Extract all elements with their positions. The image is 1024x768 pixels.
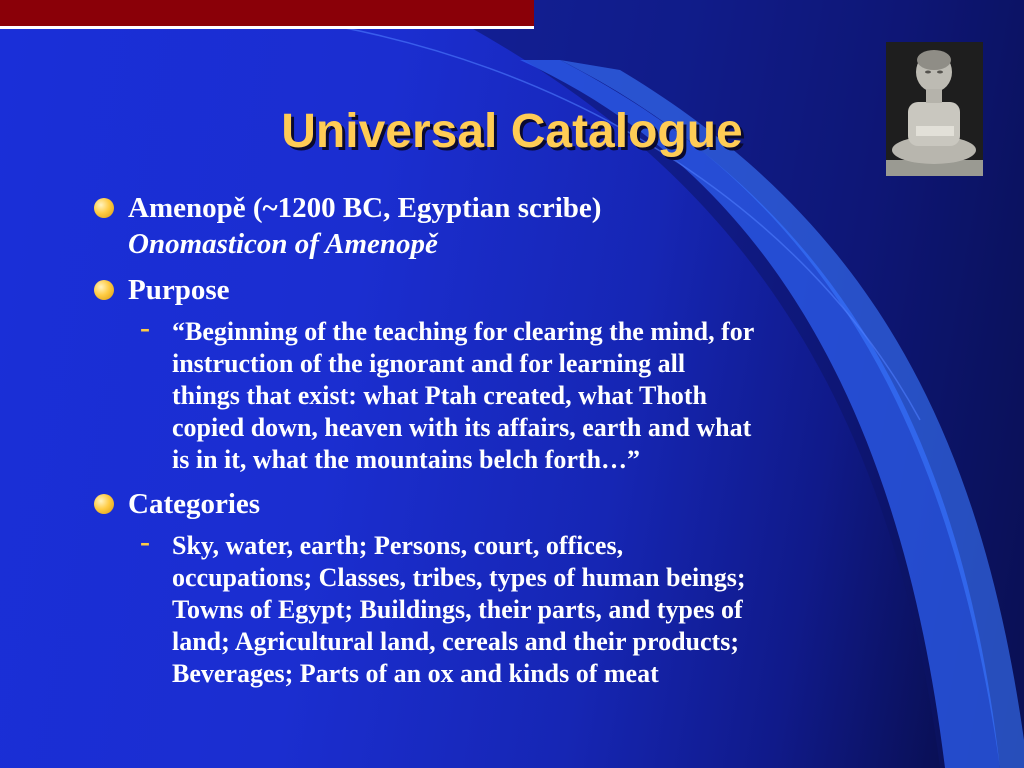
categories-line: Towns of Egypt; Buildings, their parts, and types of: [172, 595, 743, 624]
slide-body: [90, 190, 950, 690]
categories-line: Beverages; Parts of an ox and kinds of meat: [172, 659, 659, 688]
purpose-quote: [90, 311, 950, 476]
categories-line: land; Agricultural land, cereals and their products;: [172, 627, 739, 656]
quote-line: copied down, heaven with its affairs, earth and what: [172, 413, 752, 442]
categories-line: Sky, water, earth; Persons, court, offices,: [172, 531, 624, 560]
gold-ball-bullet-icon: [94, 494, 114, 514]
top-accent-bar: [0, 0, 534, 29]
gold-ball-bullet-icon: [94, 280, 114, 300]
bullet-subtitle-italic: Onomasticon of Amenopě: [128, 228, 438, 260]
dash-icon: -: [140, 311, 150, 344]
categories-list: [90, 525, 950, 690]
scribe-statue-image: [886, 42, 983, 176]
bullet-categories: [90, 486, 950, 522]
bullet-text: Categories: [128, 488, 261, 520]
quote-line: instruction of the ignorant and for learning all: [172, 349, 686, 378]
bullet-purpose: [90, 272, 950, 308]
quote-line: “Beginning of the teaching for clearing the mind, for: [172, 317, 755, 346]
dash-icon: -: [140, 525, 150, 558]
quote-line: is in it, what the mountains belch forth…”: [172, 445, 641, 474]
gold-ball-bullet-icon: [94, 198, 114, 218]
bullet-amenope: [90, 190, 950, 262]
slide-title-text: Universal Catalogue: [281, 105, 743, 158]
categories-line: occupations; Classes, tribes, types of human beings;: [172, 563, 746, 592]
quote-line: things that exist: what Ptah created, what Thoth: [172, 381, 707, 410]
bullet-text: Amenopě (~1200 BC, Egyptian scribe): [128, 192, 602, 224]
bullet-text: Purpose: [128, 274, 230, 306]
slide-title: [0, 104, 1024, 159]
